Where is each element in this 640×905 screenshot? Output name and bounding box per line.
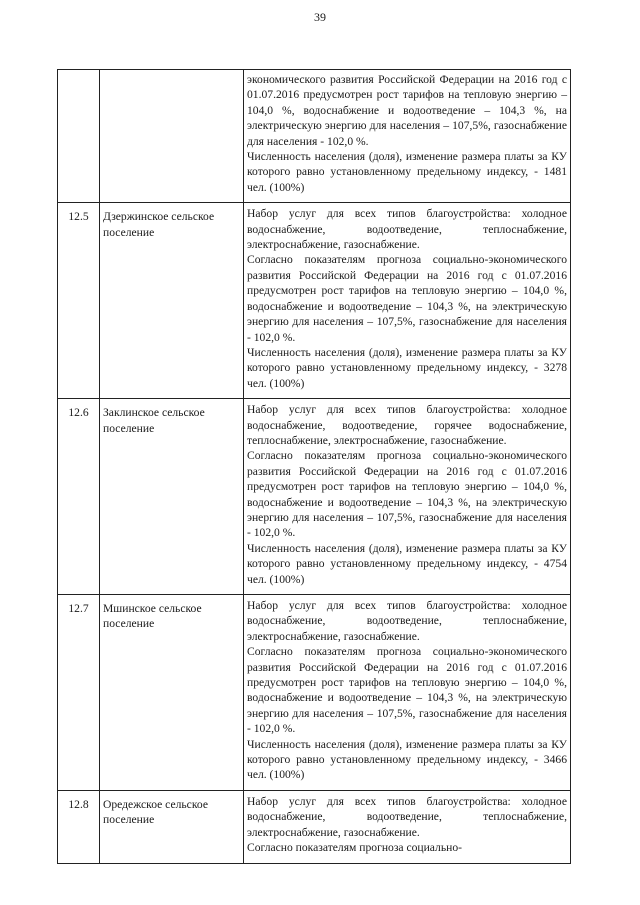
settlement-name [100, 70, 244, 203]
description-paragraph: Численность населения (доля), изменение размера платы за КУ которого равно установленному предельному индексу, - 1481 чел. (100%) [247, 150, 567, 194]
description-paragraph: Согласно показателям прогноза социально-экономического развития Российской Федерации на 2016 год с 01.07.2016 предусмотрен рост тарифов на тепловую энергию – 104,0 %, водоснабжение и водоотведение – 104,3 %, на электрическую энергию для населения – 107,5%, газоснабжение для населения - 102,0 %. [247, 253, 567, 344]
description-paragraph: Набор услуг для всех типов благоустройства: холодное водоснабжение, водоотведение, теплоснабжение, электроснабжение, газоснабжение. [247, 794, 567, 839]
description-paragraph: Численность населения (доля), изменение размера платы за КУ которого равно установленному предельному индексу, - 3278 чел. (100%) [247, 345, 567, 390]
settlement-name: Оредежское сельское поселение [100, 790, 244, 863]
row-number: 12.7 [58, 595, 100, 791]
tariff-description [244, 790, 571, 863]
row-number: 12.8 [58, 790, 100, 863]
description-paragraph: Согласно показателям прогноза социально- [247, 841, 462, 855]
description-paragraph: экономического развития Российской Федерации на 2016 год с 01.07.2016 предусмотрен рост тарифов на тепловую энергию – 104,0 %, водоснабжение и водоотведение – 104,3 %, на электрическую энергию для населения – 107,5%, газоснабжение для населения - 102,0 %. [247, 73, 567, 148]
description-paragraph: Набор услуг для всех типов благоустройства: холодное водоснабжение, водоотведение, теплоснабжение, электроснабжение, газоснабжение. [247, 207, 567, 252]
description-paragraph: Набор услуг для всех типов благоустройства: холодное водоснабжение, водоотведение, горячее водоснабжение, теплоснабжение, электроснабжение, газоснабжение. [247, 403, 567, 447]
row-number [58, 70, 100, 203]
settlement-name: Дзержинское сельское поселение [100, 203, 244, 399]
settlement-name: Заклинское сельское поселение [100, 399, 244, 595]
description-paragraph: Численность населения (доля), изменение размера платы за КУ которого равно установленному предельному индексу, - 3466 чел. (100%) [247, 737, 567, 782]
table-row [58, 595, 571, 791]
table-row [58, 399, 571, 595]
description-paragraph: Численность населения (доля), изменение размера платы за КУ которого равно установленному предельному индексу, - 4754 чел. (100%) [247, 541, 567, 586]
row-number: 12.5 [58, 203, 100, 399]
tariff-table [57, 69, 571, 864]
description-paragraph: Согласно показателям прогноза социально-экономического развития Российской Федерации на 2016 год с 01.07.2016 предусмотрен рост тарифов на тепловую энергию – 104,0 %, водоснабжение и водоотведение – 104,3 %, на электрическую энергию для населения – 107,5%, газоснабжение для населения - 102,0 %. [247, 449, 567, 540]
description-paragraph: Набор услуг для всех типов благоустройства: холодное водоснабжение, водоотведение, теплоснабжение, электроснабжение, газоснабжение. [247, 599, 567, 643]
table-row [58, 203, 571, 399]
tariff-description [244, 70, 571, 203]
row-number: 12.6 [58, 399, 100, 595]
settlement-name: Мшинское сельское поселение [100, 595, 244, 791]
table-row [58, 70, 571, 203]
tariff-description [244, 399, 571, 595]
tariff-description [244, 203, 571, 399]
page-number: 39 [314, 10, 326, 24]
description-paragraph: Согласно показателям прогноза социально-экономического развития Российской Федерации на 2016 год с 01.07.2016 предусмотрен рост тарифов на тепловую энергию – 104,0 %, водоснабжение и водоотведение – 104,3 %, на электрическую энергию для населения – 107,5%, газоснабжение для населения - 102,0 %. [247, 645, 567, 736]
tariff-description [244, 595, 571, 791]
table-row [58, 790, 571, 863]
table-body [58, 70, 571, 864]
